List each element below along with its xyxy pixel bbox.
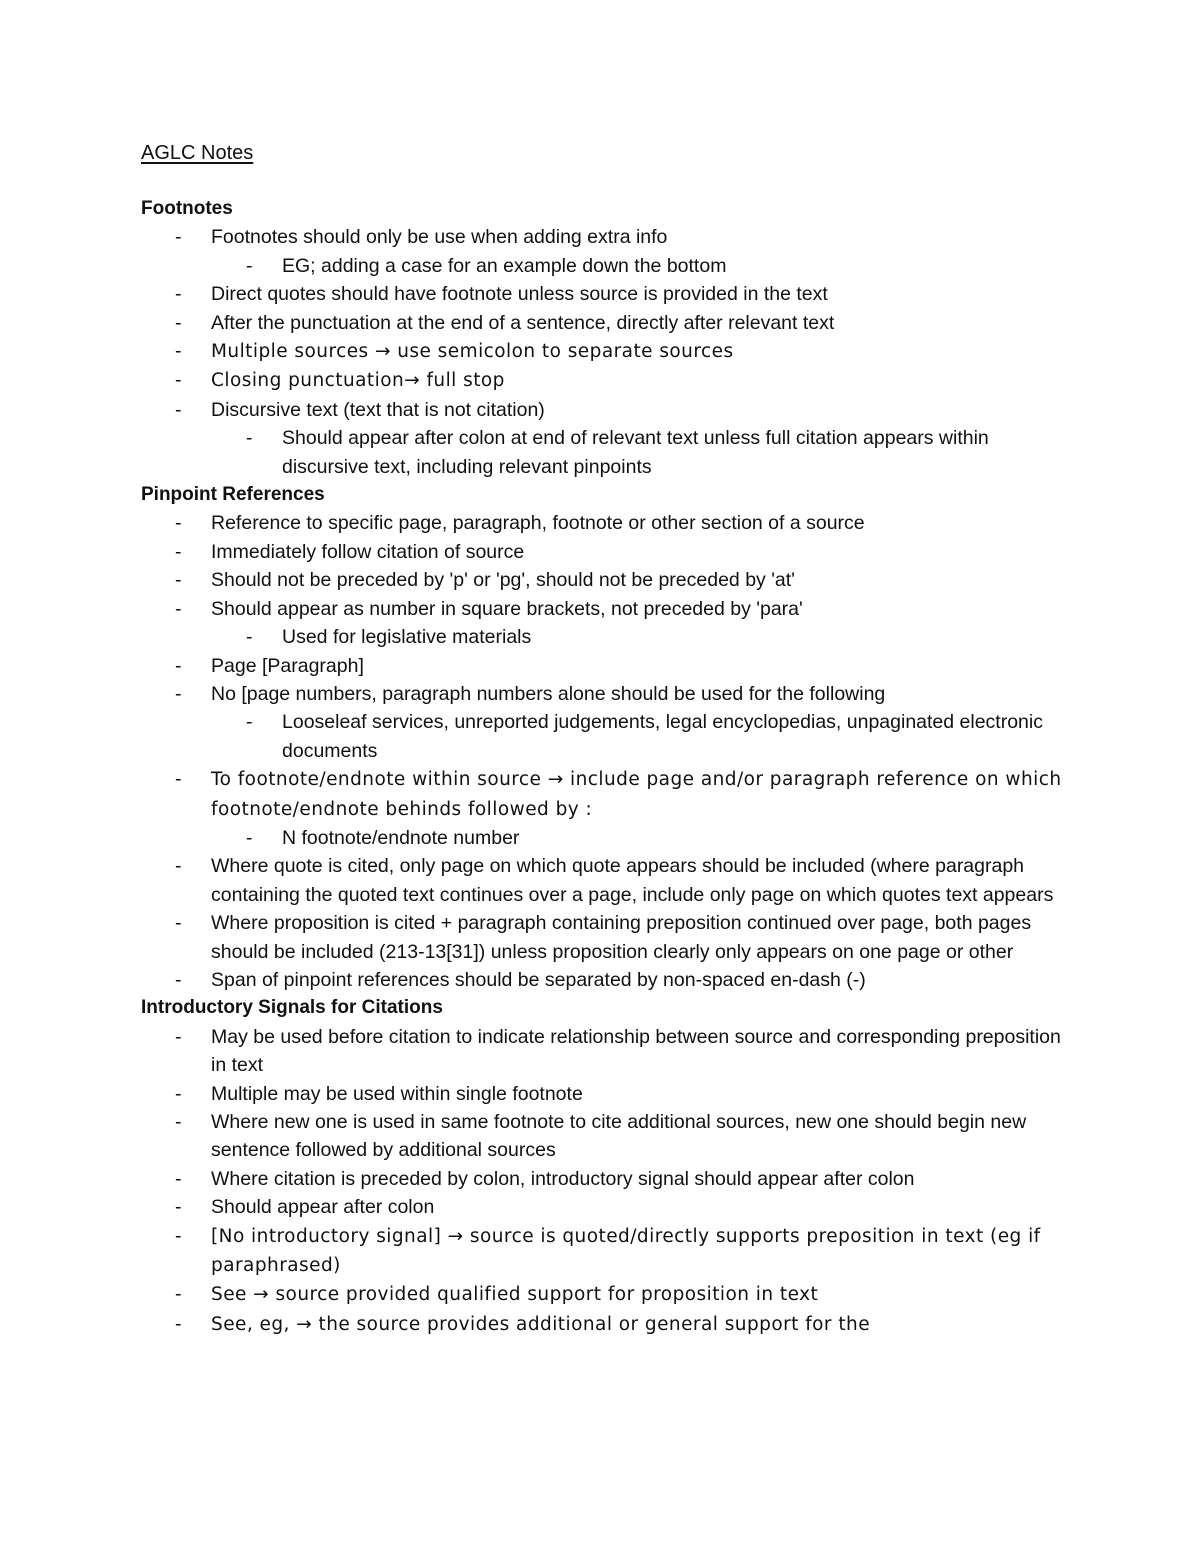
section-heading-pinpoint-references: Pinpoint References bbox=[141, 484, 325, 506]
section-heading-introductory-signals: Introductory Signals for Citations bbox=[141, 997, 443, 1019]
list-item: - Multiple sources → use semicolon to separate sources bbox=[175, 340, 734, 363]
list-item: - Reference to specific page, paragraph, footnote or other section of a source bbox=[175, 512, 865, 535]
document-title: AGLC Notes bbox=[141, 142, 254, 164]
list-item: - Immediately follow citation of source bbox=[175, 540, 525, 563]
list-item: - Closing punctuation→ full stop bbox=[175, 369, 505, 392]
list-item: - Should appear after colon bbox=[175, 1196, 435, 1219]
list-item: - After the punctuation at the end of a sentence, directly after relevant text bbox=[175, 311, 835, 334]
sub-list-item: - Should appear after colon at end of relevant text unless full citation appears within discursive text, including relevant pinpoints bbox=[246, 427, 989, 478]
list-item: - Where proposition is cited + paragraph containing preposition continued over page, both pages should be included (213-13[31]) unless proposition clearly only appears on one page or other bbox=[175, 912, 1032, 963]
list-item: - May be used before citation to indicate relationship between source and corresponding preposition in text bbox=[175, 1025, 1061, 1077]
list-item: - Direct quotes should have footnote unless source is provided in the text bbox=[175, 283, 828, 306]
list-item: - Multiple may be used within single footnote bbox=[175, 1082, 583, 1105]
list-item: - See, eg, → the source provides additional or general support for the bbox=[175, 1312, 871, 1335]
list-item: - Page [Paragraph] bbox=[175, 654, 364, 677]
list-item: - Where citation is preceded by colon, introductory signal should appear after colon bbox=[175, 1167, 915, 1190]
sub-list-item: - Looseleaf services, unreported judgements, legal encyclopedias, unpaginated electronic documents bbox=[246, 711, 1043, 762]
list-item: - Should appear as number in square brackets, not preceded by 'para' - Used for legislative materials bbox=[141, 595, 1071, 652]
list-item: - Discursive text (text that is not citation) - Should appear after colon at end of relevant text unless full citation appears within discursive text, including relevant pinpoints bbox=[141, 396, 1071, 481]
list-item: - See → source provided qualified support for proposition in text bbox=[175, 1283, 819, 1306]
introductory-signals-list bbox=[141, 1023, 1071, 1339]
list-item: - Should not be preceded by 'p' or 'pg', should not be preceded by 'at' bbox=[175, 569, 795, 592]
list-item: - Span of pinpoint references should be separated by non-spaced en-dash (-) bbox=[175, 968, 866, 991]
list-item: - Where quote is cited, only page on which quote appears should be included (where paragraph containing the quoted text continues over a page, include only page on which quotes text appears bbox=[175, 855, 1054, 906]
list-item: - Where new one is used in same footnote to cite additional sources, new one should begin new sentence followed by additional sources bbox=[175, 1111, 1027, 1162]
list-item: - No [page numbers, paragraph numbers alone should be used for the following - Looseleaf services, unreported judgements, legal encyclopedias, unpaginated electronic documents bbox=[141, 680, 1071, 765]
footnotes-list bbox=[141, 223, 1071, 481]
sub-list-item: - Used for legislative materials bbox=[246, 626, 532, 649]
sub-list-item: - N footnote/endnote number bbox=[246, 826, 520, 849]
sub-list-item: - EG; adding a case for an example down the bottom bbox=[246, 254, 727, 277]
pinpoint-references-list bbox=[141, 509, 1071, 994]
list-item: - Footnotes should only be use when adding extra info - EG; adding a case for an example down the bottom bbox=[141, 223, 1071, 280]
list-item: - [No introductory signal] → source is quoted/directly supports preposition in text (eg if paraphrased) bbox=[175, 1224, 1041, 1277]
section-heading-footnotes: Footnotes bbox=[141, 198, 233, 219]
list-item: - To footnote/endnote within source → include page and/or paragraph reference on which footnote/endnote behinds followed by : - N footnote/endnote number bbox=[141, 765, 1071, 852]
document-page bbox=[141, 137, 1071, 1339]
